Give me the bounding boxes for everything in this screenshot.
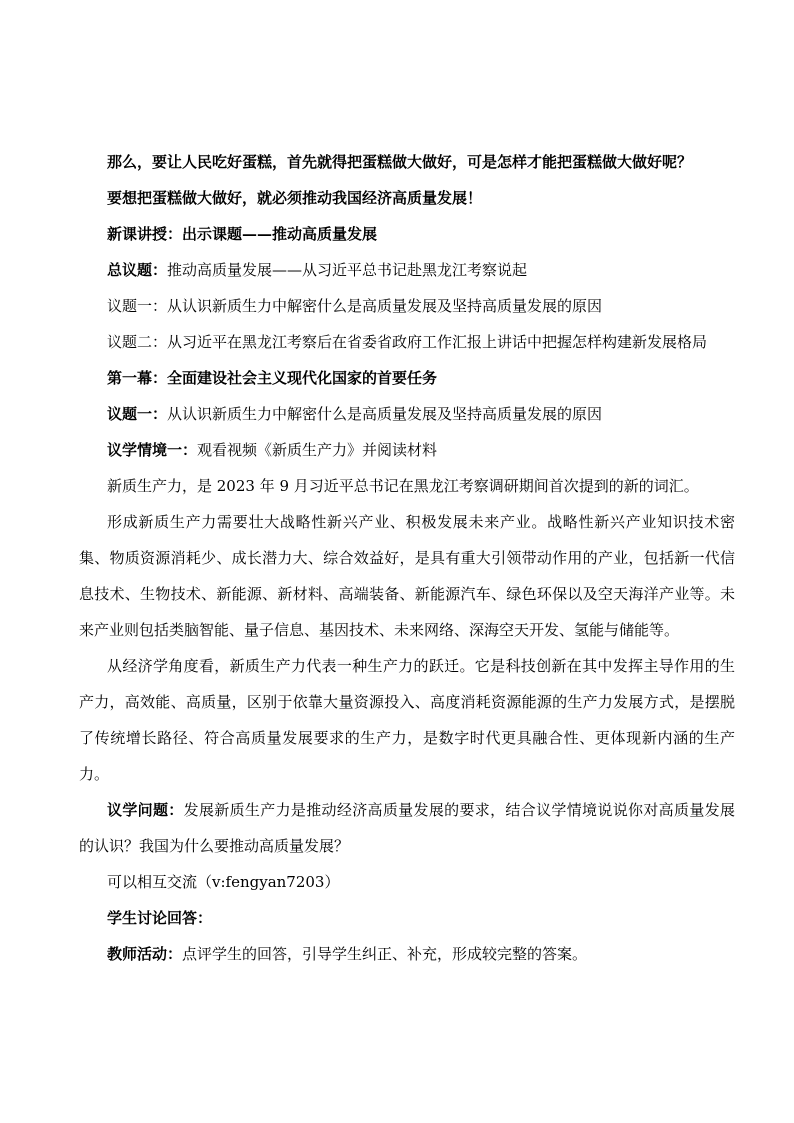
teacher-activity-text: 点评学生的回答，引导学生纠正、补充，形成较完整的答案。 <box>182 945 588 963</box>
main-topic-text: 推动高质量发展——从习近平总书记赴黑龙江考察说起 <box>167 261 528 279</box>
paragraph-learning-scenario <box>107 432 735 468</box>
paragraph-intro-question: 那么，要让人民吃好蛋糕，首先就得把蛋糕做大做好，可是怎样才能把蛋糕做大做好呢？ <box>107 153 693 171</box>
learning-question-text: 发展新质生产力是推动经济高质量发展的要求，结合议学情境说说你对高质量发展的认识？我国为什么要推动高质量发展？ <box>79 801 735 855</box>
paragraph-material-industries: 形成新质生产力需要壮大战略性新兴产业、积极发展未来产业。战略性新兴产业知识技术密集、物质资源消耗少、成长潜力大、综合效益好，是具有重大引领带动作用的产业，包括新一代信息技术、生物技术、新能源、新材料、高端装备、新能源汽车、绿色环保以及空天海洋产业等。未来产业则包括类脑智能、量子信息、基因技术、未来网络、深海空天开发、氢能与储能等。 <box>79 513 735 639</box>
paragraph-scene-one-heading: 第一幕：全面建设社会主义现代化国家的首要任务 <box>107 369 438 387</box>
teacher-activity-label: 教师活动： <box>107 945 183 963</box>
paragraph-new-lesson-title: 新课讲授：出示课题——推动高质量发展 <box>107 225 378 243</box>
topic-one-label: 议题一： <box>107 405 168 423</box>
paragraph-main-topic <box>107 252 735 288</box>
paragraph-topic-two: 议题二：从习近平在黑龙江考察后在省委省政府工作汇报上讲话中把握怎样构建新发展格局 <box>107 333 708 351</box>
paragraph-topic-one: 议题一：从认识新质生力中解密什么是高质量发展及坚持高质量发展的原因 <box>107 297 603 315</box>
paragraph-student-discussion: 学生讨论回答： <box>107 909 213 927</box>
paragraph-contact-note: 可以相互交流（v:fengyan7203） <box>107 873 340 891</box>
paragraph-teacher-activity <box>107 936 735 972</box>
topic-one-text: 从认识新质生力中解密什么是高质量发展及坚持高质量发展的原因 <box>167 405 603 423</box>
paragraph-topic-one-repeat <box>107 396 735 432</box>
main-topic-label: 总议题： <box>107 261 168 279</box>
learning-scenario-text: 观看视频《新质生产力》并阅读材料 <box>197 441 438 459</box>
paragraph-material-intro: 新质生产力，是 2023 年 9 月习近平总书记在黑龙江考察调研期间首次提到的新的词汇。 <box>107 477 699 495</box>
learning-scenario-label: 议学情境一： <box>107 441 198 459</box>
paragraph-learning-question <box>79 792 735 864</box>
learning-question-label: 议学问题： <box>107 801 184 819</box>
document-page <box>79 144 735 972</box>
paragraph-intro-answer: 要想把蛋糕做大做好，就必须推动我国经济高质量发展！ <box>107 189 483 207</box>
paragraph-material-economics: 从经济学角度看，新质生产力代表一种生产力的跃迁。它是科技创新在其中发挥主导作用的生产力，高效能、高质量，区别于依靠大量资源投入、高度消耗资源能源的生产力发展方式，是摆脱了传统增长路径、符合高质量发展要求的生产力，是数字时代更具融合性、更体现新内涵的生产力。 <box>79 657 735 783</box>
